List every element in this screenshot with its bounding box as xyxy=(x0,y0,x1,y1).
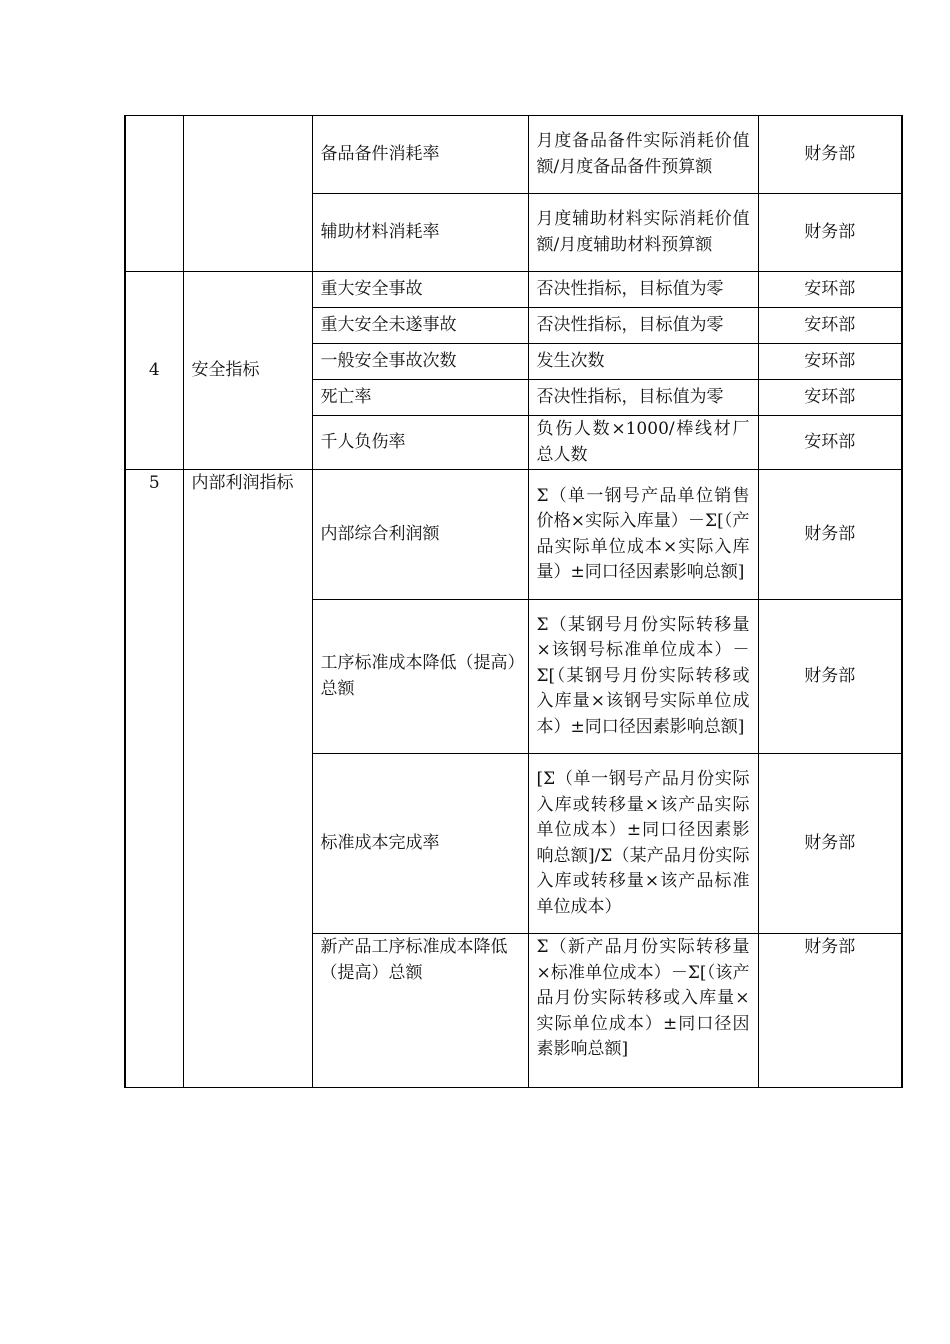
indicator-cell: 内部综合利润额 xyxy=(312,470,528,600)
dept-cell: 安环部 xyxy=(758,380,902,416)
group-number-cell xyxy=(125,116,183,272)
indicator-cell: 一般安全事故次数 xyxy=(312,344,528,380)
table-row xyxy=(125,470,902,600)
formula-cell: Σ（新产品月份实际转移量×标准单位成本）－Σ[（该产品月份实际转移或入库量×实际单位成本）±同口径因素影响总额] xyxy=(528,934,758,1088)
indicator-cell: 备品备件消耗率 xyxy=(312,116,528,194)
dept-cell: 财务部 xyxy=(758,600,902,754)
formula-cell: Σ（单一钢号产品单位销售价格×实际入库量）－Σ[（产品实际单位成本×实际入库量）±同口径因素影响总额] xyxy=(528,470,758,600)
group-category-cell xyxy=(183,116,312,272)
dept-cell: 安环部 xyxy=(758,344,902,380)
indicator-cell: 重大安全事故 xyxy=(312,272,528,308)
indicator-cell: 新产品工序标准成本降低（提高）总额 xyxy=(312,934,528,1088)
dept-cell: 财务部 xyxy=(758,754,902,934)
formula-cell: [Σ（单一钢号产品月份实际入库或转移量×该产品实际单位成本）±同口径因素影响总额]/Σ（某产品月份实际入库或转移量×该产品标准单位成本） xyxy=(528,754,758,934)
table-row xyxy=(125,116,902,194)
group-category-cell: 安全指标 xyxy=(183,272,312,470)
dept-cell: 财务部 xyxy=(758,194,902,272)
indicator-cell: 辅助材料消耗率 xyxy=(312,194,528,272)
dept-cell: 财务部 xyxy=(758,116,902,194)
indicator-cell: 重大安全未遂事故 xyxy=(312,308,528,344)
table-row xyxy=(125,272,902,308)
dept-cell: 财务部 xyxy=(758,934,902,1088)
indicator-cell: 标准成本完成率 xyxy=(312,754,528,934)
indicator-cell: 千人负伤率 xyxy=(312,416,528,470)
indicator-cell: 死亡率 xyxy=(312,380,528,416)
dept-cell: 财务部 xyxy=(758,470,902,600)
group-number-cell: 4 xyxy=(125,272,183,470)
formula-cell: Σ（某钢号月份实际转移量×该钢号标准单位成本）－Σ[（某钢号月份实际转移或入库量×该钢号实际单位成本）±同口径因素影响总额] xyxy=(528,600,758,754)
group-category-cell: 内部利润指标 xyxy=(183,470,312,1088)
dept-cell: 安环部 xyxy=(758,416,902,470)
dept-cell: 安环部 xyxy=(758,272,902,308)
formula-cell: 发生次数 xyxy=(528,344,758,380)
formula-cell: 否决性指标，目标值为零 xyxy=(528,272,758,308)
kpi-table xyxy=(124,115,903,1088)
formula-cell: 月度备品备件实际消耗价值额/月度备品备件预算额 xyxy=(528,116,758,194)
group-number-cell: 5 xyxy=(125,470,183,1088)
indicator-cell: 工序标准成本降低（提高）总额 xyxy=(312,600,528,754)
dept-cell: 安环部 xyxy=(758,308,902,344)
formula-cell: 负伤人数×1000/棒线材厂总人数 xyxy=(528,416,758,470)
formula-cell: 月度辅助材料实际消耗价值额/月度辅助材料预算额 xyxy=(528,194,758,272)
formula-cell: 否决性指标，目标值为零 xyxy=(528,380,758,416)
formula-cell: 否决性指标，目标值为零 xyxy=(528,308,758,344)
